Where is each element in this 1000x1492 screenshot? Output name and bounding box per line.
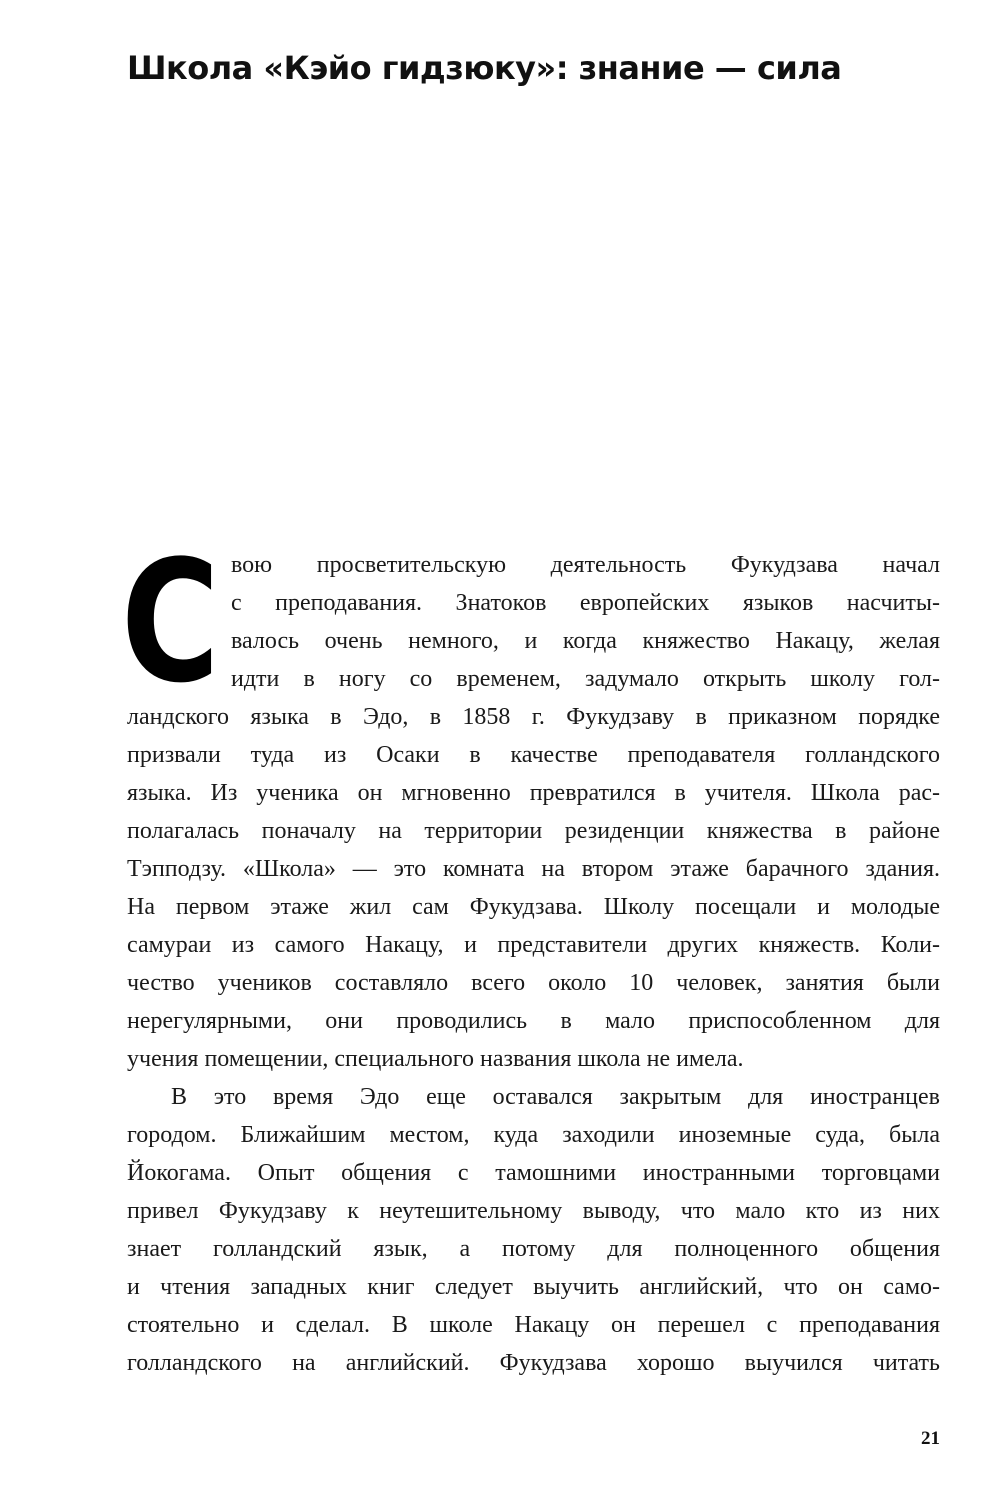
- text-line: валось очень немного, и когда княжество Накацу, желая: [231, 628, 940, 654]
- text-line: городом. Ближайшим местом, куда заходили иноземные суда, была: [127, 1122, 940, 1148]
- text-line: языка. Из ученика он мгновенно превратился в учителя. Школа рас-: [127, 780, 940, 806]
- paragraph-1: [121, 524, 940, 1078]
- text-line: В это время Эдо еще оставался закрытым для иностранцев: [171, 1084, 940, 1110]
- text-line: Йокогама. Опыт общения с тамошними иностранными торговцами: [127, 1160, 940, 1186]
- text-line: призвали туда из Осаки в качестве преподавателя голландского: [127, 742, 940, 768]
- text-line: чество учеников составляло всего около 10 человек, занятия были: [127, 970, 940, 996]
- text-line: с преподавания. Знатоков европейских языков насчиты-: [231, 590, 940, 616]
- text-line: идти в ногу со временем, задумало открыть школу гол-: [231, 666, 940, 692]
- body-text: [121, 524, 940, 1382]
- text-line: голландского на английский. Фукудзава хорошо выучился читать: [127, 1350, 940, 1376]
- text-line: учения помещении, специального названия школа не имела.: [127, 1046, 744, 1072]
- paragraph-2: [127, 1078, 940, 1382]
- text-line: вою просветительскую деятельность Фукудзава начал: [231, 552, 940, 578]
- text-line: и чтения западных книг следует выучить английский, что он само-: [127, 1274, 940, 1300]
- page-number: 21: [921, 1428, 940, 1449]
- page-title: Школа «Кэйо гидзюку»: знание — сила: [127, 49, 842, 87]
- text-line: На первом этаже жил сам Фукудзава. Школу посещали и молодые: [127, 894, 940, 920]
- text-line: самураи из самого Накацу, и представители других княжеств. Коли-: [127, 932, 940, 958]
- text-line: привел Фукудзаву к неутешительному выводу, что мало кто из них: [127, 1198, 940, 1224]
- text-line: нерегулярными, они проводились в мало приспособленном для: [127, 1008, 940, 1034]
- text-line: полагалась поначалу на территории резиденции княжества в районе: [127, 818, 940, 844]
- drop-cap: С: [121, 524, 220, 720]
- text-line: ландского языка в Эдо, в 1858 г. Фукудзаву в приказном порядке: [127, 704, 940, 730]
- text-line: знает голландский язык, а потому для полноценного общения: [127, 1236, 940, 1262]
- text-line: стоятельно и сделал. В школе Накацу он перешел с преподавания: [127, 1312, 940, 1338]
- text-line: Тэпподзу. «Школа» — это комната на втором этаже барачного здания.: [127, 856, 940, 882]
